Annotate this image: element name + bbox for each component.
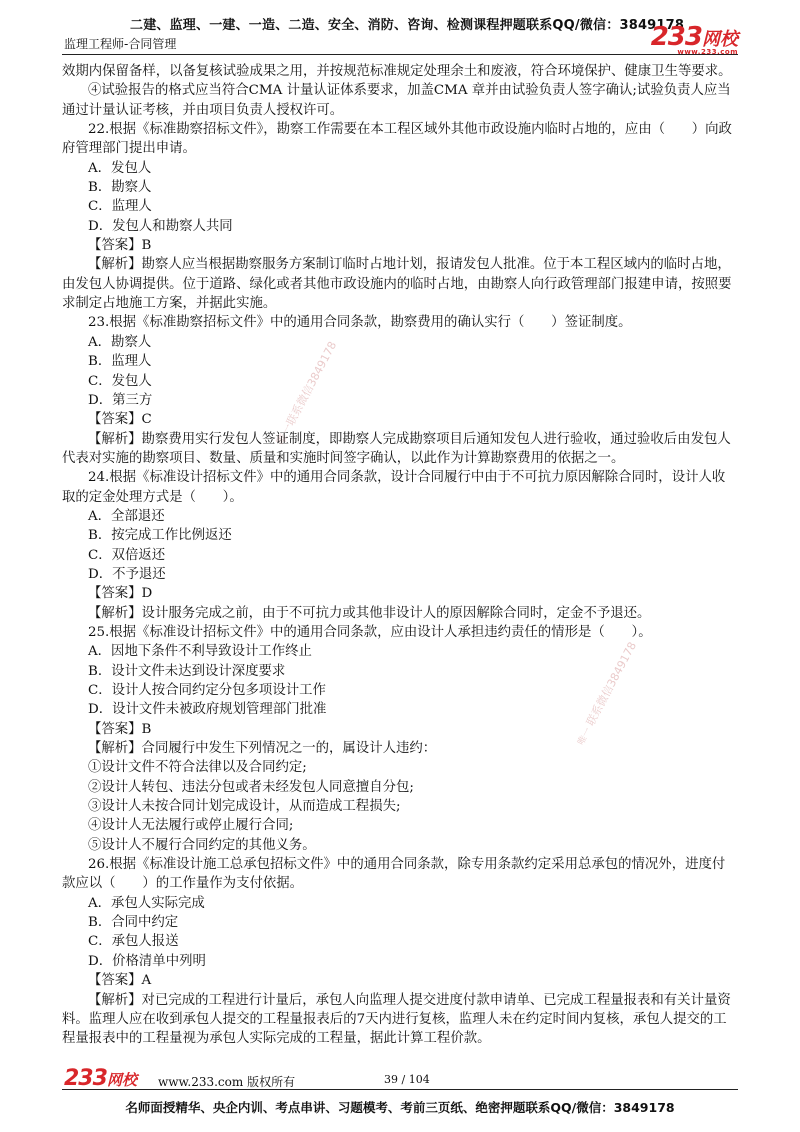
list-item: ②设计人转包、违法分包或者未经发包人同意擅自分包; [88,779,414,795]
option: D．价格清单中列明 [88,953,206,969]
answer: 【答案】B [88,238,152,254]
logo-number: 233 [650,22,702,52]
footer-divider [62,1089,738,1090]
option: A．因地下条件不利导致设计工作终止 [88,644,312,660]
option: A．发包人 [88,160,152,176]
list-item: ①设计文件不符合法律以及合同约定; [88,760,307,776]
footer-logo-number: 233 [64,1066,107,1091]
footer-site: www.233.com 版权所有 [158,1075,296,1089]
option: A．勘察人 [88,334,152,350]
question-25: 25.根据《标准设计招标文件》中的通用合同条款，应由设计人承担违约责任的情形是（ ）。 [88,624,652,640]
footer-logo [64,1066,137,1091]
footer-contact-line: 名师面授精华、央企内训、考点串讲、习题模考、考前三页纸、绝密押题联系QQ/微信：3849178 [125,1100,675,1115]
header-subject: 监理工程师-合同管理 [64,37,177,51]
list-item: ⑤设计人不履行合同约定的其他义务。 [88,837,316,853]
paragraph: 效期内保留备样，以备复核试验成果之用，并按规范标准规定处理余土和废液，符合环境保护、健康卫生等要求。 [62,64,732,79]
paragraph: ④试验报告的格式应当符合CMA 计量认证体系要求，加盖CMA 章并由试验负责人签字确认;试验负责人应当通过计量认证考核，并由项目负责人授权许可。 [62,83,731,118]
question-24: 24.根据《标准设计招标文件》中的通用合同条款，设计合同履行中由于不可抗力原因解除合同时，设计人收取的定金处理方式是（ ）。 [62,470,726,505]
option: D．设计文件未被政府规划管理部门批准 [88,702,327,718]
option: B．监理人 [88,354,152,370]
explanation: 【解析】对已完成的工程进行计量后，承包人向监理人提交进度付款申请单、已完成工程量报表和有关计量资料。监理人应在收到承包人提交的工程量报表后的7天内进行复核，监理人未在约定时间内复核，承包人提交的工程量报表中的工程量视为承包人实际完成的工程量，据此计算工程价款。 [62,992,731,1047]
option: D．第三方 [88,392,153,408]
question-26: 26.根据《标准设计施工总承包招标文件》中的通用合同条款，除专用条款约定采用总承包的情况外，进度付款应以（ ）的工作量作为支付依据。 [62,857,726,892]
header-logo [651,22,738,56]
question-22: 22.根据《标准勘察招标文件》，勘察工作需要在本工程区域外其他市政设施内临时占地的，应由（ ）向政府管理部门提出申请。 [62,122,732,157]
option: B．设计文件未达到设计深度要求 [88,663,286,679]
logo-text: 网校 [702,29,738,50]
logo-url: www.233.com [677,48,738,56]
watermark-part-b: 联系微信3849178 [583,639,640,729]
option: D．不予退还 [88,566,166,582]
watermark-part-a: 唯一 [576,726,594,748]
option: D．发包人和勘察人共同 [88,218,233,234]
explanation: 【解析】合同履行中发生下列情况之一的，属设计人违约： [88,741,437,757]
option: C．设计人按合同约定分包多项设计工作 [88,683,326,698]
answer: 【答案】C [88,412,152,428]
list-item: ③设计人未按合同计划完成设计，从而造成工程损失; [88,799,401,815]
question-23: 23.根据《标准勘察招标文件》中的通用合同条款，勘察费用的确认实行（ ）签证制度。 [88,315,632,331]
explanation: 【解析】勘察费用实行发包人签证制度，即勘察人完成勘察项目后通知发包人进行验收，通过验收后由发包人代表对实施的勘察项目、数量、质量和实施时间签字确认，以此作为计算勘察费用的依据之一。 [62,431,731,466]
list-item: ④设计人无法履行或停止履行合同; [88,818,294,834]
option: A．全部退还 [88,508,165,524]
page-number: 39 / 104 [384,1073,430,1086]
answer: 【答案】D [88,586,153,602]
option: C．发包人 [88,373,152,389]
footer-logo-text: 网校 [106,1071,137,1089]
header-divider [62,54,738,55]
option: B．按完成工作比例返还 [88,528,232,544]
option: A．承包人实际完成 [88,895,205,911]
header-contact-line: 二建、监理、一建、一造、二造、安全、消防、咨询、检测课程押题联系QQ/微信：3849178 [130,18,685,33]
explanation: 【解析】设计服务完成之前，由于不可抗力或其他非设计人的原因解除合同时，定金不予退还。 [88,605,651,621]
option: B．合同中约定 [88,915,179,931]
document-body [62,62,738,1049]
answer: 【答案】B [88,721,152,737]
option: B．勘察人 [88,180,152,196]
answer: 【答案】A [88,973,152,989]
explanation: 【解析】勘察人应当根据勘察服务方案制订临时占地计划，报请发包人批准。位于本工程区域内的临时占地，由发包人协调提供。位于道路、绿化或者其他市政设施内的临时占地，由勘察人向行政管理部门报建申请，按照要求制定占地施工方案，并据此实施。 [62,257,732,312]
option: C．监理人 [88,199,152,215]
watermark-diagonal-1: 唯一联系微信3849178 [273,339,340,448]
option: C．双倍返还 [88,547,166,563]
option: C．承包人报送 [88,934,179,950]
